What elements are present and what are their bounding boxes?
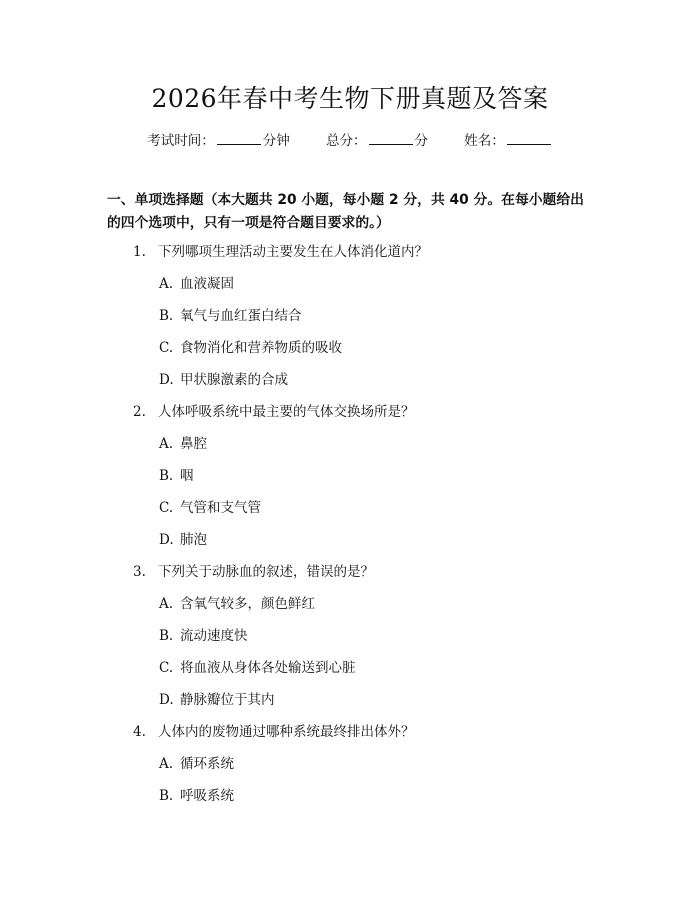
exam-meta [0, 131, 700, 151]
total-score-label: 总分： [326, 133, 367, 149]
question-2-option-d [159, 530, 207, 550]
exam-time-label: 考试时间： [147, 133, 215, 149]
question-4-option-b [159, 786, 234, 806]
question-1 [133, 242, 428, 262]
option-letter: A. [159, 436, 174, 452]
option-text: 咽 [180, 468, 194, 484]
option-text: 氧气与血红蛋白结合 [180, 308, 302, 324]
question-3 [133, 562, 374, 582]
question-text: 人体内的废物通过哪种系统最终排出体外？ [158, 724, 415, 740]
question-3-option-b [159, 626, 248, 646]
question-1-option-d [159, 370, 288, 390]
option-text: 气管和支气管 [180, 500, 261, 516]
question-1-option-c [159, 338, 342, 358]
option-text: 循环系统 [180, 756, 234, 772]
total-score-blank [369, 131, 413, 145]
option-text: 含氧气较多，颜色鲜红 [180, 596, 315, 612]
question-2-option-c [159, 498, 261, 518]
option-letter: C. [159, 500, 174, 516]
question-number: 1. [133, 244, 146, 260]
question-text: 下列关于动脉血的叙述，错误的是？ [158, 564, 374, 580]
option-text: 将血液从身体各处输送到心脏 [180, 660, 356, 676]
option-letter: D. [159, 372, 174, 388]
total-score-field [326, 131, 428, 151]
question-3-option-d [159, 690, 275, 710]
student-name-label: 姓名： [464, 133, 505, 149]
option-letter: C. [159, 660, 174, 676]
exam-time-field [147, 131, 290, 151]
option-letter: B. [159, 628, 174, 644]
question-number: 2. [133, 404, 146, 420]
student-name-blank [507, 131, 551, 145]
option-letter: B. [159, 308, 174, 324]
option-text: 食物消化和营养物质的吸收 [180, 340, 342, 356]
option-letter: A. [159, 756, 174, 772]
total-score-unit: 分 [414, 133, 428, 149]
question-4-option-a [159, 754, 234, 774]
question-4 [133, 722, 415, 742]
option-letter: A. [159, 596, 174, 612]
question-3-option-a [159, 594, 315, 614]
option-text: 鼻腔 [180, 436, 207, 452]
student-name-field [464, 131, 553, 151]
option-text: 甲状腺激素的合成 [180, 372, 288, 388]
option-text: 血液凝固 [180, 276, 234, 292]
option-text: 肺泡 [180, 532, 207, 548]
question-1-option-b [159, 306, 302, 326]
option-letter: A. [159, 276, 174, 292]
question-1-option-a [159, 274, 234, 294]
question-2-option-a [159, 434, 207, 454]
option-letter: D. [159, 692, 174, 708]
option-text: 静脉瓣位于其内 [180, 692, 275, 708]
question-3-option-c [159, 658, 356, 678]
exam-time-blank [217, 131, 261, 145]
option-letter: D. [159, 532, 174, 548]
option-letter: B. [159, 788, 174, 804]
exam-time-unit: 分钟 [262, 133, 290, 149]
section-heading: 一、单项选择题（本大题共 20 小题，每小题 2 分，共 40 分。在每小题给出的四个选项中，只有一项是符合题目要求的。） [107, 192, 584, 231]
question-text: 人体呼吸系统中最主要的气体交换场所是？ [158, 404, 415, 420]
question-2 [133, 402, 415, 422]
question-number: 4. [133, 724, 146, 740]
option-letter: B. [159, 468, 174, 484]
question-2-option-b [159, 466, 194, 486]
option-text: 流动速度快 [180, 628, 248, 644]
option-letter: C. [159, 340, 174, 356]
option-text: 呼吸系统 [180, 788, 234, 804]
page-title: 2026年春中考生物下册真题及答案 [151, 84, 549, 113]
question-text: 下列哪项生理活动主要发生在人体消化道内？ [158, 244, 428, 260]
question-number: 3. [133, 564, 146, 580]
